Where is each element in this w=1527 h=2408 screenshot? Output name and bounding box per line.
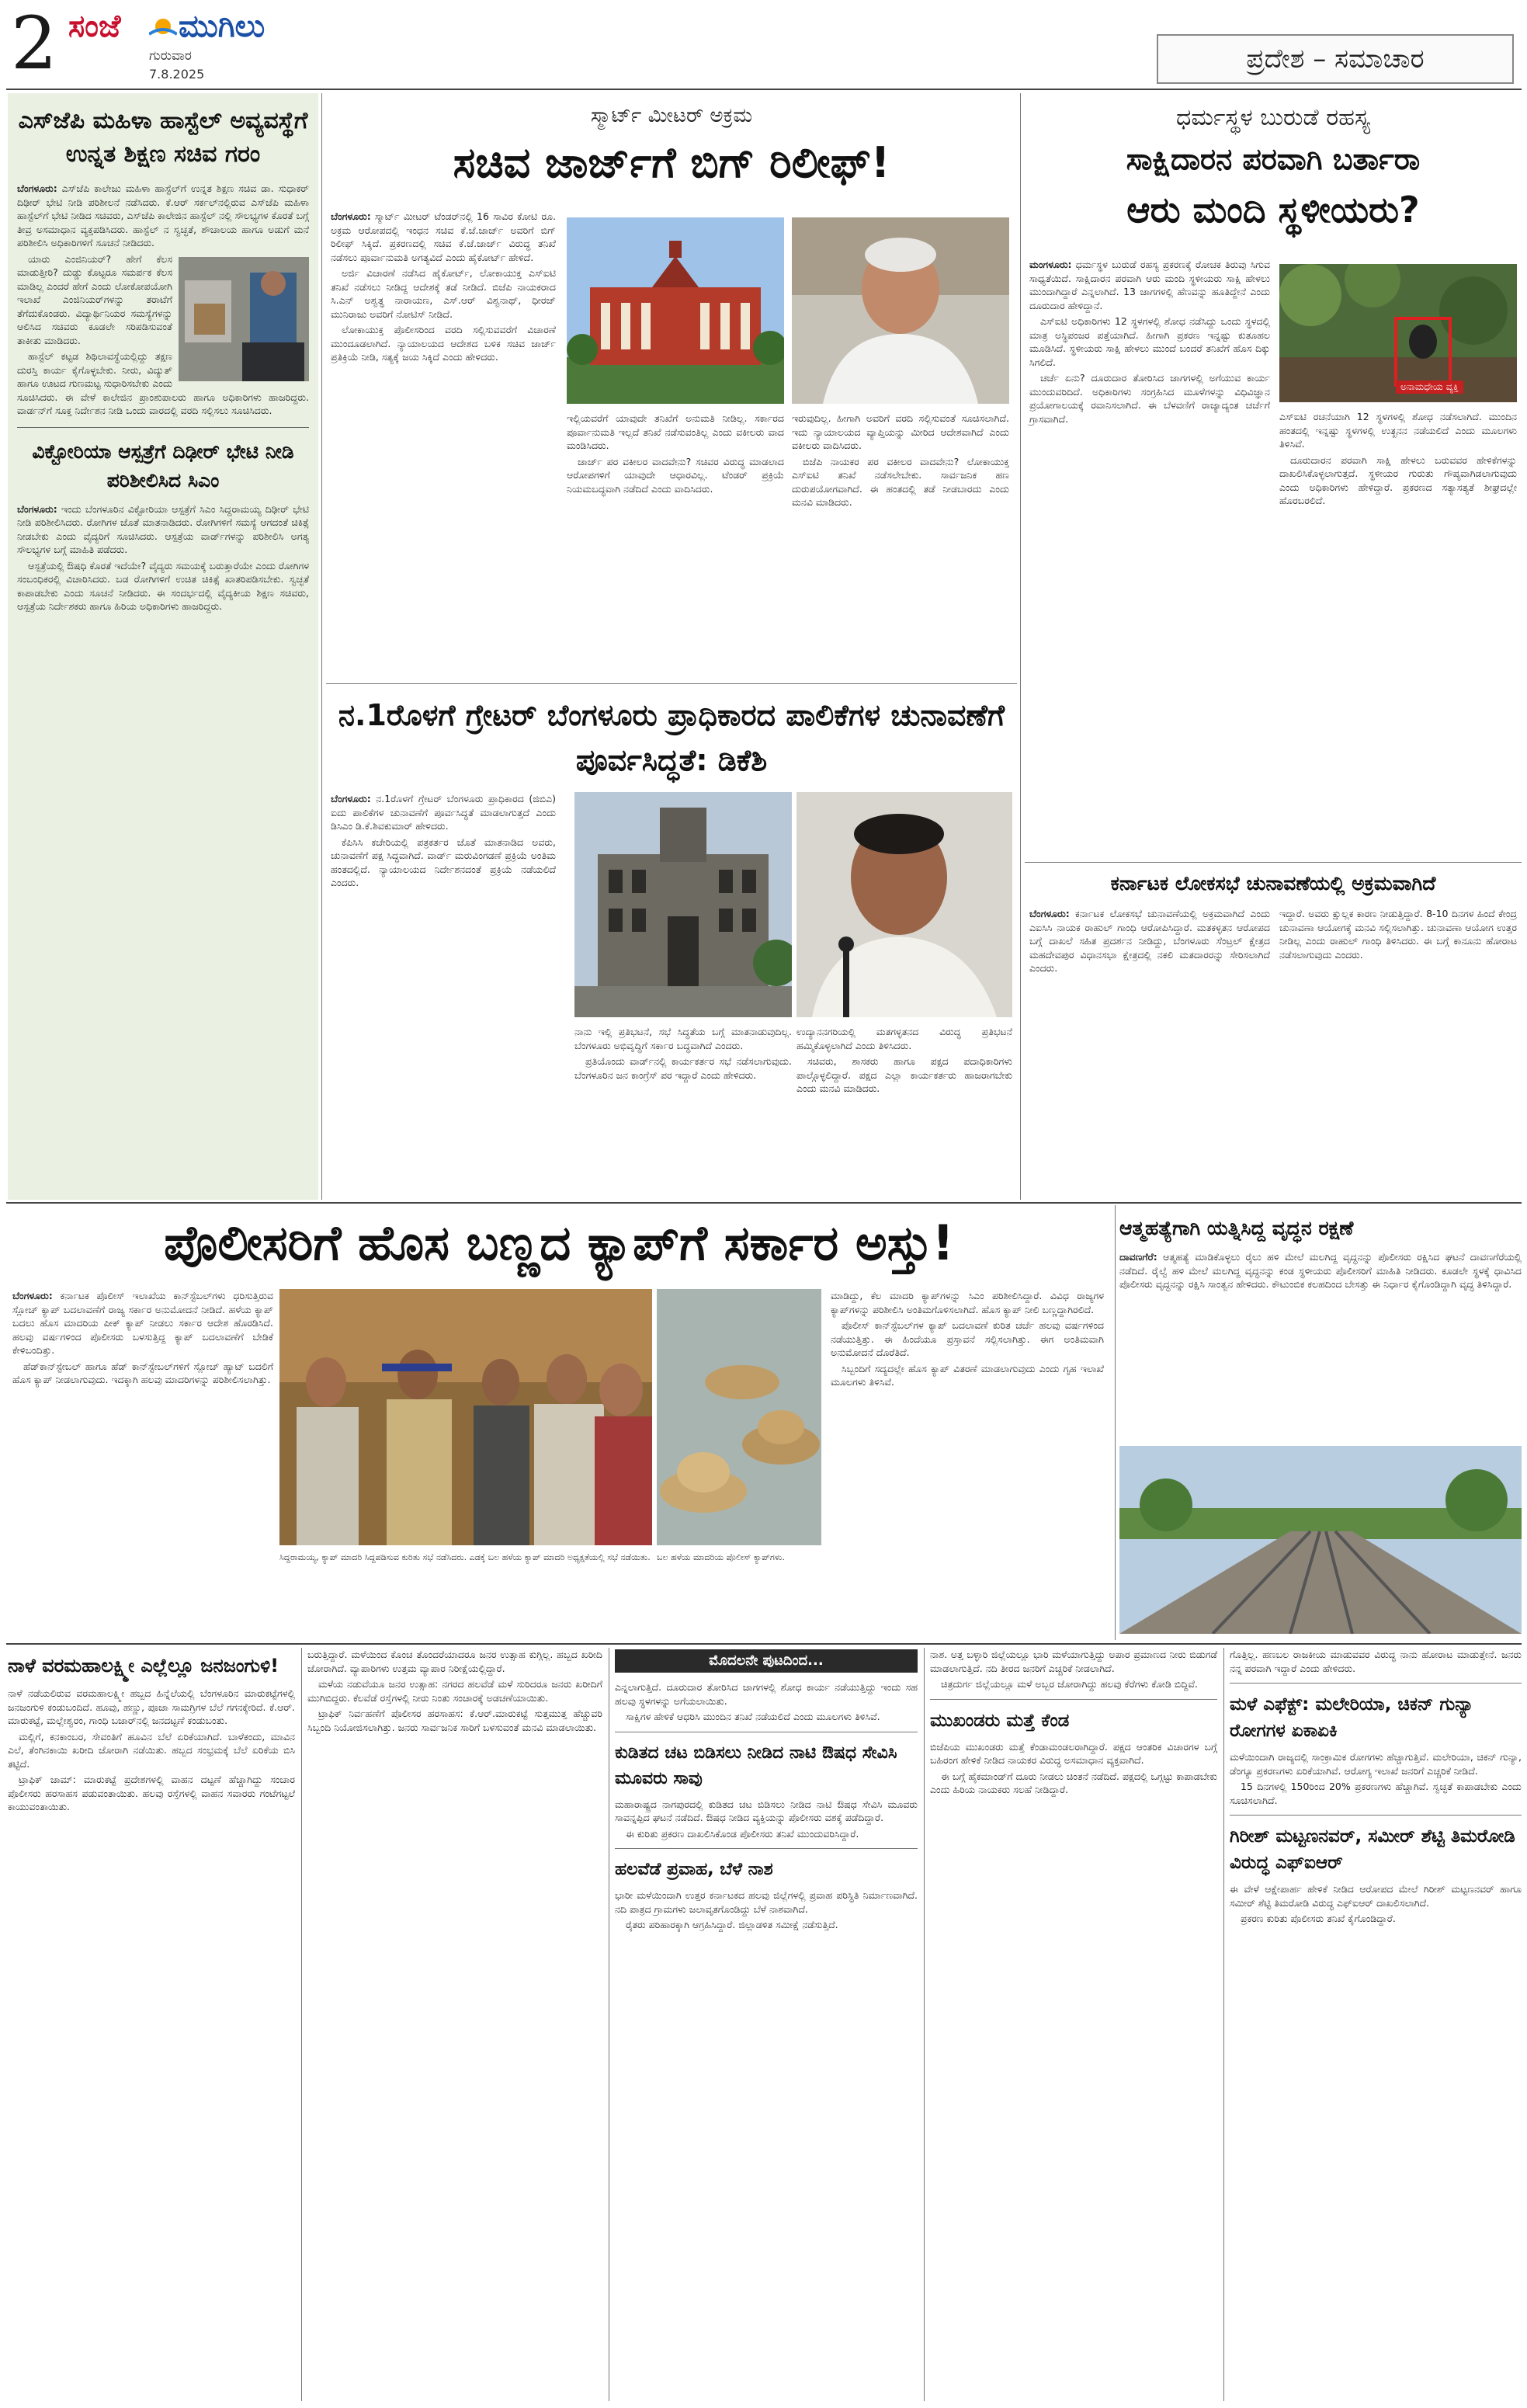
logo-text-a: ಸಂಜೆ xyxy=(68,9,121,44)
george-colb-1: ಇಲ್ಲಿಯವರೆಗೆ ಯಾವುದೇ ತನಿಖೆಗೆ ಅನುಮತಿ ನೀಡಿಲ್ಲ. ಸರ್ಕಾರದ ಪೂರ್ವಾನುಮತಿ ಇಲ್ಲದೆ ತನಿಖೆ ನಡೆಸುವಂತಿಲ್ಲ ಎಂದು ವಕೀಲರು ವಾದ ಮಂಡಿಸಿದರು. xyxy=(567,412,784,451)
bbmp-building-photo xyxy=(574,792,792,1017)
dks-para-1: ನ.1ರೊಳಗೆ ಗ್ರೇಟರ್ ಬೆಂಗಳೂರು ಪ್ರಾಧಿಕಾರದ (ಜಿಬಿಎ) ಐದು ಪಾಲಿಕೆಗಳ ಚುನಾವಣೆಗೆ ಪೂರ್ವಸಿದ್ಧತೆ ಮಾಡಲಾಗುತ್ತದೆ ಎಂದು ಡಿಸಿಎಂ ಡಿ.ಕೆ.ಶಿವಕುಮಾರ್ ಹೇಳಿದರು. xyxy=(331,793,556,832)
loksabha-colb-1: ಇದ್ದಾರೆ. ಅವರು ಕ್ಷುಲ್ಲಕ ಕಾರಣ ನೀಡುತ್ತಿದ್ದಾರೆ. 8-10 ದಿನಗಳ ಹಿಂದೆ ಕೇಂದ್ರ ಚುನಾವಣಾ ಆಯೋಗಕ್ಕೆ ಮನವಿ ಸಲ್ಲಿಸಲಾಗಿತ್ತು. ಚುನಾವಣಾ ಆಯೋಗ ಉತ್ತರ ನೀಡಿಲ್ಲ ಎಂದು ರಾಹುಲ್ ಗಾಂಧಿ ತಿಳಿಸಿದರು. ಈ ಬಗ್ಗೆ ಕಾನೂನು ಹೋರಾಟ ನಡೆಸಲಾಗುವುದು ಎಂದರು. xyxy=(1279,908,1517,961)
disease-para-1: ಮಳೆಯಿಂದಾಗಿ ರಾಜ್ಯದಲ್ಲಿ ಸಾಂಕ್ರಾಮಿಕ ರೋಗಗಳು ಹೆಚ್ಚಾಗುತ್ತಿವೆ. ಮಲೇರಿಯಾ, ಚಿಕನ್ ಗುನ್ಯಾ, ಡೆಂಗ್ಯೂ ಪ್ರಕರಣಗಳು ಏರಿಕೆಯಾಗಿವೆ. ಆರೋಗ್ಯ ಇಲಾಖೆ ಜನರಿಗೆ ಎಚ್ಚರಿಕೆ ನೀಡಿದೆ. xyxy=(1230,1751,1522,1777)
loksabha-para-1: ಕರ್ನಾಟಕ ಲೋಕಸಭೆ ಚುನಾವಣೆಯಲ್ಲಿ ಅಕ್ರಮವಾಗಿದೆ ಎಂದು ಎಐಸಿಸಿ ನಾಯಕ ರಾಹುಲ್ ಗಾಂಧಿ ಆರೋಪಿಸಿದ್ದಾರೆ. ಮತಕಳ್ಳತನ ಆರೋಪದ ಬಗ್ಗೆ ದಾಖಲೆ ಸಹಿತ ಪ್ರದರ್ಶನ ನೀಡಿದ್ದು, ಬೆಂಗಳೂರು ಸೆಂಟ್ರಲ್ ಕ್ಷೇತ್ರದ ಮಹದೇವಪುರ ವಿಧಾನಸಭಾ ಕ್ಷೇತ್ರದಲ್ಲಿ ನಕಲಿ ಮತದಾರರನ್ನು ಸೇರಿಸಲಾಗಿದೆ ಎಂದರು. xyxy=(1029,908,1270,974)
dharmasthala-para-3: ಚರ್ಚೆ ಏನು? ದೂರುದಾರ ತೋರಿಸಿದ ಜಾಗಗಳಲ್ಲಿ ಅಗೆಯುವ ಕಾರ್ಯ ಮುಂದುವರಿದಿದೆ. ಅಧಿಕಾರಿಗಳು ಸಂಗ್ರಹಿಸಿದ ಮೂಳೆಗಳನ್ನು ವಿಧಿವಿಜ್ಞಾನ ಪ್ರಯೋಗಾಲಯಕ್ಕೆ ರವಾನಿಸಲಾಗಿದೆ. ಈ ಬೆಳವಣಿಗೆ ರಾಜ್ಯಾದ್ಯಂತ ಚರ್ಚೆಗೆ ಗ್ರಾಸವಾಗಿದೆ. xyxy=(1029,372,1270,425)
dks-colc-2: ಸಚಿವರು, ಶಾಸಕರು ಹಾಗೂ ಪಕ್ಷದ ಪದಾಧಿಕಾರಿಗಳು ಪಾಲ್ಗೊಳ್ಳಲಿದ್ದಾರೆ. ಪಕ್ಷದ ಎಲ್ಲಾ ಕಾರ್ಯಕರ್ತರು ಹಾಜರಾಗಬೇಕು ಎಂದು ಮನವಿ ಮಾಡಿದರು. xyxy=(796,1055,1012,1094)
dharmasthala-para-2: ಎಸ್ಐಟಿ ಅಧಿಕಾರಿಗಳು 12 ಸ್ಥಳಗಳಲ್ಲಿ ಶೋಧ ನಡೆಸಿದ್ದು ಒಂದು ಸ್ಥಳದಲ್ಲಿ ಮಾತ್ರ ಅಸ್ಥಿಪಂಜರ ಪತ್ತೆಯಾಗಿದೆ. ಹೀಗಾಗಿ ಪ್ರಕರಣ ಇನ್ನಷ್ಟು ಕುತೂಹಲ ಮೂಡಿಸಿದೆ. ಸ್ಥಳೀಯರು ಸಾಕ್ಷಿ ಹೇಳಲು ಮುಂದೆ ಬಂದರೆ ತನಿಖೆಗೆ ಹೊಸ ದಿಕ್ಕು ಸಿಗಲಿದೆ. xyxy=(1029,315,1270,368)
hostel-dateline: ಬೆಂಗಳೂರು: xyxy=(17,182,57,194)
old-caps-caption: ಬಲ ಹಳೆಯ ಮಾದರಿಯ ಪೊಲೀಸ್ ಕ್ಯಾಪ್‌ಗಳು. xyxy=(657,1552,785,1562)
old-caps-photo xyxy=(657,1289,821,1545)
flood-para-2: ರೈತರು ಪರಿಹಾರಕ್ಕಾಗಿ ಆಗ್ರಹಿಸಿದ್ದಾರೆ. ಜಿಲ್ಲಾಡಳಿತ ಸಮೀಕ್ಷೆ ನಡೆಸುತ್ತಿದೆ. xyxy=(626,1919,838,1930)
dks-colc-1: ಉದ್ಯಾನನಗರಿಯಲ್ಲಿ ಮತಗಳ್ಳತನದ ವಿರುದ್ಧ ಪ್ರತಿಭಟನೆ ಹಮ್ಮಿಕೊಳ್ಳಲಾಗಿದೆ ಎಂದು ತಿಳಿಸಿದರು. xyxy=(796,1026,1012,1051)
festival-continued xyxy=(307,1648,602,2401)
rescue-dateline: ದಾವಣಗೆರೆ: xyxy=(1119,1251,1157,1263)
festival-para-1: ನಾಳೆ ನಡೆಯಲಿರುವ ವರಮಹಾಲಕ್ಷ್ಮೀ ಹಬ್ಬದ ಹಿನ್ನೆಲೆಯಲ್ಲಿ ಬೆಂಗಳೂರಿನ ಮಾರುಕಟ್ಟೆಗಳಲ್ಲಿ ಜನಜಂಗುಳಿ ಕಂಡುಬಂದಿದೆ. ಹೂವು, ಹಣ್ಣು, ಪೂಜಾ ಸಾಮಗ್ರಿಗಳ ಬೆಲೆ ಗಗನಕ್ಕೇರಿದೆ. ಕೆ.ಆರ್. ಮಾರುಕಟ್ಟೆ, ಮಲ್ಲೇಶ್ವರಂ, ಗಾಂಧಿ ಬಜಾರ್‌ನಲ್ಲಿ ಜನದಟ್ಟಣೆ ಕಂಡುಬಂತು. xyxy=(8,1687,295,1726)
festival-para-2: ಮಲ್ಲಿಗೆ, ಕನಕಾಂಬರ, ಸೇವಂತಿಗೆ ಹೂವಿನ ಬೆಲೆ ಏರಿಕೆಯಾಗಿದೆ. ಬಾಳೆಕಂದು, ಮಾವಿನ ಎಲೆ, ತೆಂಗಿನಕಾಯಿ ಖರೀದಿ ಜೋರಾಗಿ ನಡೆಯಿತು. ಹಬ್ಬದ ಸಂಭ್ರಮಕ್ಕೆ ಬೆಲೆ ಏರಿಕೆಯ ಬಿಸಿ ತಟ್ಟಿದೆ. xyxy=(8,1730,295,1770)
caps-colc-1: ಮಾಡಿದ್ದು, ಕೆಲ ಮಾದರಿ ಕ್ಯಾಪ್‌ಗಳನ್ನು ಸಿಎಂ ಪರಿಶೀಲಿಸಿದ್ದಾರೆ. ವಿವಿಧ ರಾಜ್ಯಗಳ ಕ್ಯಾಪ್‌ಗಳನ್ನು ಪರಿಶೀಲಿಸಿ ಅಂತಿಮಗೊಳಿಸಲಾಗಿದೆ. ಹೊಸ ಕ್ಯಾಪ್ ನೀಲಿ ಬಣ್ಣದ್ದಾಗಿರಲಿದೆ. xyxy=(831,1290,1104,1315)
forest-photo xyxy=(1279,264,1517,402)
caps-para-2: ಹೆಡ್‌ಕಾನ್‌ಸ್ಟೇಬಲ್ ಹಾಗೂ ಹೆಡ್ ಕಾನ್‌ಸ್ಟೇಬಲ್‌ಗಳಿಗೆ ಸ್ಲೋಚ್ ಹ್ಯಾಟ್ ಬದಲಿಗೆ ಹೊಸ ಕ್ಯಾಪ್ ನೀಡಲಾಗುವುದು. ಇದಕ್ಕಾಗಿ ಹಲವು ಮಾದರಿಗಳನ್ನು ಪರಿಶೀಲಿಸಲಾಗಿತ್ತು. xyxy=(12,1360,273,1385)
rescue-para-1: ಆತ್ಮಹತ್ಯೆ ಮಾಡಿಕೊಳ್ಳಲು ರೈಲು ಹಳಿ ಮೇಲೆ ಮಲಗಿದ್ದ ವೃದ್ಧನನ್ನು ಪೊಲೀಸರು ರಕ್ಷಿಸಿದ ಘಟನೆ ದಾವಣಗೆರೆಯಲ್ಲಿ ನಡೆದಿದೆ. ರೈಲ್ವೆ ಹಳಿ ಮೇಲೆ ಮಲಗಿದ್ದ ವೃದ್ಧನನ್ನು ಕಂಡ ಸ್ಥಳೀಯರು ಪೊಲೀಸರಿಗೆ ಮಾಹಿತಿ ನೀಡಿದರು. ಕೂಡಲೇ ಸ್ಥಳಕ್ಕೆ ಧಾವಿಸಿದ ಪೊಲೀಸರು ವೃದ್ಧನನ್ನು ರಕ್ಷಿಸಿ ಸಾಂತ್ವನ ಹೇಳಿದರು. ಕೌಟುಂಬಿಕ ಕಲಹದಿಂದ ಬೇಸತ್ತು ಈ ನಿರ್ಧಾರ ಕೈಗೊಂಡಿದ್ದಾಗಿ ವೃದ್ಧ ತಿಳಿಸಿದ್ದಾರೆ. xyxy=(1119,1251,1522,1290)
hostel-photo xyxy=(179,257,309,381)
dharmasthala-kicker: ಧರ್ಮಸ್ಥಳ ಬುರುಡೆ ರಹಸ್ಯ xyxy=(1175,104,1371,131)
disease-para-2: 15 ದಿನಗಳಲ್ಲಿ 150ರಿಂದ 20% ಪ್ರಕರಣಗಳು ಹೆಚ್ಚಾಗಿವೆ. ಸ್ವಚ್ಛತೆ ಕಾಪಾಡಬೇಕು ಎಂದು ಸೂಚಿಸಲಾಗಿದೆ. xyxy=(1230,1781,1522,1806)
flood-cont-1: ನಾಶ. ಅತ್ತ ಬಳ್ಳಾರಿ ಜಿಲ್ಲೆಯಲ್ಲೂ ಭಾರಿ ಮಳೆಯಾಗುತ್ತಿದ್ದು ಅಪಾರ ಪ್ರಮಾಣದ ನೀರು ಬಿಡುಗಡೆ ಮಾಡಲಾಗುತ್ತಿದೆ. ನದಿ ತೀರದ ಜನರಿಗೆ ಎಚ್ಚರಿಕೆ ನೀಡಲಾಗಿದೆ. xyxy=(930,1649,1217,1674)
dharmasthala-colb-2: ದೂರುದಾರನ ಪರವಾಗಿ ಸಾಕ್ಷಿ ಹೇಳಲು ಬರುವವರ ಹೇಳಿಕೆಗಳನ್ನು ದಾಖಲಿಸಿಕೊಳ್ಳಲಾಗುತ್ತದೆ. ಸ್ಥಳೀಯರ ಗುರುತು ಗೌಪ್ಯವಾಗಿಡಲಾಗುವುದು ಎಂದು ಅಧಿಕಾರಿಗಳು ಹೇಳಿದ್ದಾರೆ. ಪ್ರಕರಣದ ಸತ್ಯಾಸತ್ಯತೆ ಶೀಘ್ರದಲ್ಲೇ ಹೊರಬರಲಿದೆ. xyxy=(1279,453,1517,506)
loksabha-dateline: ಬೆಂಗಳೂರು: xyxy=(1029,908,1070,919)
continued-column xyxy=(615,1648,918,2401)
festival-cont-3: ಟ್ರಾಫಿಕ್ ನಿರ್ವಹಣೆಗೆ ಪೊಲೀಸರ ಹರಸಾಹಸ: ಕೆ.ಆರ್.ಮಾರುಕಟ್ಟೆ ಸುತ್ತಮುತ್ತ ಹೆಚ್ಚುವರಿ ಸಿಬ್ಬಂದಿ ನಿಯೋಜಿಸಲಾಗಿತ್ತು. ಜನರು ಸಾರ್ವಜನಿಕ ಸಾರಿಗೆ ಬಳಸುವಂತೆ ಮನವಿ ಮಾಡಲಾಯಿತು. xyxy=(307,1708,602,1733)
caps-colc-2: ಪೊಲೀಸ್ ಕಾನ್‌ಸ್ಟೆಬಲ್‌ಗಳ ಕ್ಯಾಪ್ ಬದಲಾವಣೆ ಕುರಿತ ಚರ್ಚೆ ಹಲವು ವರ್ಷಗಳಿಂದ ನಡೆಯುತ್ತಿತ್ತು. ಈ ಹಿಂದೆಯೂ ಪ್ರಸ್ತಾವನೆ ಸಲ್ಲಿಸಲಾಗಿತ್ತು. ಈಗ ಅಂತಿಮವಾಗಿ ಅನುಮೋದನೆ ದೊರೆತಿದೆ. xyxy=(831,1319,1104,1358)
fir-para-2: ಪ್ರಕರಣ ಕುರಿತು ಪೊಲೀಸರು ತನಿಖೆ ಕೈಗೊಂಡಿದ್ದಾರೆ. xyxy=(1241,1913,1396,1924)
festival-story xyxy=(8,1648,295,2401)
cm-meeting-photo xyxy=(279,1289,652,1545)
leaders-para-2: ಈ ಬಗ್ಗೆ ಹೈಕಮಾಂಡ್‌ಗೆ ದೂರು ನೀಡಲು ಚಿಂತನೆ ನಡೆದಿದೆ. ಪಕ್ಷದಲ್ಲಿ ಒಗ್ಗಟ್ಟು ಕಾಪಾಡಬೇಕು ಎಂದು ಹಿರಿಯ ನಾಯಕರು ಸಲಹೆ ನೀಡಿದ್ದಾರೆ. xyxy=(930,1770,1217,1795)
dks-colb-1: ನಾನು ಇಲ್ಲಿ ಪ್ರತಿಭಟನೆ, ಸಭೆ ಸಿದ್ಧತೆಯ ಬಗ್ಗೆ ಮಾತನಾಡುವುದಿಲ್ಲ. ಬೆಂಗಳೂರು ಅಭಿವೃದ್ಧಿಗೆ ಸರ್ಕಾರ ಬದ್ಧವಾಗಿದೆ ಎಂದರು. xyxy=(574,1026,792,1051)
george-story xyxy=(326,93,1017,683)
george-colc-1: ಇರುವುದಿಲ್ಲ. ಹೀಗಾಗಿ ಅವರಿಗೆ ವರದಿ ಸಲ್ಲಿಸುವಂತೆ ಸೂಚಿಸಲಾಗಿದೆ. ಇದು ನ್ಯಾಯಾಲಯದ ವ್ಯಾಪ್ತಿಯನ್ನು ಮೀರಿದ ಆದೇಶವಾಗಿದೆ ಎಂದು ವಕೀಲರು ವಾದಿಸಿದರು. xyxy=(792,412,1009,451)
hospital-dateline: ಬೆಂಗಳೂರು: xyxy=(17,502,57,515)
leaders-headline: ಮುಖಂಡರು ಮತ್ತೆ ಕೆಂಡ xyxy=(930,1710,1070,1731)
dharmasthala-story xyxy=(1025,93,1522,862)
caps-colc-3: ಸಿಬ್ಬಂದಿಗೆ ಸದ್ಯದಲ್ಲೇ ಹೊಸ ಕ್ಯಾಪ್ ವಿತರಣೆ ಮಾಡಲಾಗುವುದು ಎಂದು ಗೃಹ ಇಲಾಖೆ ಮೂಲಗಳು ತಿಳಿಸಿವೆ. xyxy=(831,1362,1104,1388)
caps-story xyxy=(8,1205,1110,1640)
festival-cont-1: ಬರುತ್ತಿದ್ದಾರೆ. ಮಳೆಯಿಂದ ಕೊಂಚ ತೊಂದರೆಯಾದರೂ ಜನರ ಉತ್ಸಾಹ ಕುಗ್ಗಿಲ್ಲ. ಹಬ್ಬದ ಖರೀದಿ ಜೋರಾಗಿದೆ. ವ್ಯಾಪಾರಿಗಳು ಉತ್ತಮ ವ್ಯಾಪಾರ ನಿರೀಕ್ಷೆಯಲ್ಲಿದ್ದಾರೆ. xyxy=(307,1649,602,1674)
flood-continued xyxy=(930,1648,1217,2401)
dharmasthala-para-1: ಧರ್ಮಸ್ಥಳ ಬುರುಡೆ ರಹಸ್ಯ ಪ್ರಕರಣಕ್ಕೆ ರೋಚಕ ತಿರುವು ಸಿಗುವ ಸಾಧ್ಯತೆಯಿದೆ. ಸಾಕ್ಷಿದಾರನ ಪರವಾಗಿ ಆರು ಮಂದಿ ಸ್ಥಳೀಯರು ಸಾಕ್ಷಿ ಹೇಳಲು ಮುಂದಾಗಿದ್ದಾರೆ ಎನ್ನಲಾಗಿದೆ. 13 ಜಾಗಗಳಲ್ಲಿ ಹೆಣವನ್ನು ಹೂತಿದ್ದೇನೆ ಎಂದು ದೂರುದಾರ ಹೇಳಿದ್ದಾನೆ. xyxy=(1029,259,1270,311)
flood-cont-2: ಚಿತ್ರದುರ್ಗ ಜಿಲ್ಲೆಯಲ್ಲೂ ಮಳೆ ಅಬ್ಬರ ಜೋರಾಗಿದ್ದು ಹಲವು ಕೆರೆಗಳು ಕೋಡಿ ಬಿದ್ದಿವೆ. xyxy=(941,1678,1198,1690)
dharmasthala-headline-b: ಆರು ಮಂದಿ ಸ್ಥಳೀಯರು? xyxy=(1126,189,1420,231)
page-number: 2 xyxy=(11,2,57,86)
edition-date: 7.8.2025 xyxy=(149,67,205,82)
hospital-para-2: ಆಸ್ಪತ್ರೆಯಲ್ಲಿ ಔಷಧಿ ಕೊರತೆ ಇದೆಯೇ? ವೈದ್ಯರು ಸಮಯಕ್ಕೆ ಬರುತ್ತಾರೆಯೇ ಎಂದು ರೋಗಿಗಳ ಸಂಬಂಧಿಕರಲ್ಲಿ ವಿಚಾರಿಸಿದರು. ಬಡ ರೋಗಿಗಳಿಗೆ ಉಚಿತ ಚಿಕಿತ್ಸೆ ಖಾತರಿಪಡಿಸಬೇಕು. ಸ್ವಚ್ಛತೆ ಕಾಪಾಡಬೇಕು ಎಂದು ಸೂಚನೆ ನೀಡಿದರು. ಈ ಸಂದರ್ಭದಲ್ಲಿ ವೈದ್ಯಕೀಯ ಶಿಕ್ಷಣ ಸಚಿವರು, ಆಸ್ಪತ್ರೆಯ ನಿರ್ದೇಶಕರು ಹಾಗೂ ಹಿರಿಯ ಅಧಿಕಾರಿಗಳು ಹಾಜರಿದ್ದರು. xyxy=(17,559,309,612)
logo-text-b: ಮುಗಿಲು xyxy=(179,9,265,44)
dks-dateline: ಬೆಂಗಳೂರು: xyxy=(331,793,371,804)
festival-para-3: ಟ್ರಾಫಿಕ್ ಜಾಮ್: ಮಾರುಕಟ್ಟೆ ಪ್ರದೇಶಗಳಲ್ಲಿ ವಾಹನ ದಟ್ಟಣೆ ಹೆಚ್ಚಾಗಿದ್ದು ಸಂಚಾರ ಪೊಲೀಸರು ಹರಸಾಹಸ ಪಡುವಂತಾಯಿತು. ಹಲವು ರಸ್ತೆಗಳಲ್ಲಿ ವಾಹನ ಸವಾರರು ಗಂಟೆಗಟ್ಟಲೆ ಕಾಯುವಂತಾಯಿತು. xyxy=(8,1774,295,1812)
george-dateline: ಬೆಂಗಳೂರು: xyxy=(331,210,371,222)
loksabha-story xyxy=(1025,865,1522,1199)
hostel-story xyxy=(8,93,318,1200)
george-kicker: ಸ್ಮಾರ್ಟ್ ಮೀಟರ್ ಅಕ್ರಮ xyxy=(590,104,753,127)
hostel-para-2: ಯಾರು ಎಂಜಿನಿಯರ್? ಹೇಗೆ ಕೆಲಸ ಮಾಡುತ್ತೀರಿ? ದುಡ್ಡು ಕೊಟ್ಟರೂ ಸಮರ್ಪಕ ಕೆಲಸ ಮಾಡಿಲ್ಲ ಎಂದರೆ ಹೇಗೆ ಎಂದು ಲೋಕೋಪಯೋಗಿ ಇಲಾಖೆ ಎಂಜಿನಿಯರ್‌ಗಳನ್ನು ತರಾಟೆಗೆ ತೆಗೆದುಕೊಂಡರು. ವಿದ್ಯಾರ್ಥಿನಿಯರ ಸಮಸ್ಯೆಗಳನ್ನು ಆಲಿಸಿದ ಸಚಿವರು ಕೂಡಲೇ ಸರಿಪಡಿಸುವಂತೆ ತಾಕೀತು ಮಾಡಿದರು. xyxy=(17,252,172,346)
railway-track-photo xyxy=(1119,1446,1522,1634)
photo-label: ಅನಾಮಧೇಯ ವ್ಯಕ್ತಿ xyxy=(1396,380,1463,394)
george-para-3: ಲೋಕಾಯುಕ್ತ ಪೊಲೀಸರಿಂದ ವರದಿ ಸಲ್ಲಿಸುವವರೆಗೆ ವಿಚಾರಣೆ ಮುಂದೂಡಲಾಗಿದೆ. ನ್ಯಾಯಾಲಯದ ಆದೇಶದ ಬಳಿಕ ಸಚಿವ ಜಾರ್ಜ್ ಪ್ರತಿಕ್ರಿಯೆ ನೀಡಿ, ಸತ್ಯಕ್ಕೆ ಜಯ ಸಿಕ್ಕಿದೆ ಎಂದು ಹೇಳಿದರು. xyxy=(331,324,556,363)
flood-para-1: ಭಾರೀ ಮಳೆಯಿಂದಾಗಿ ಉತ್ತರ ಕರ್ನಾಟಕದ ಹಲವು ಜಿಲ್ಲೆಗಳಲ್ಲಿ ಪ್ರವಾಹ ಪರಿಸ್ಥಿತಿ ನಿರ್ಮಾಣವಾಗಿದೆ. ನದಿ ಪಾತ್ರದ ಗ್ರಾಮಗಳು ಜಲಾವೃತಗೊಂಡಿದ್ದು ಬೆಳೆ ನಾಶವಾಗಿದೆ. xyxy=(615,1889,918,1915)
rightcol-para-1: ಗೊತ್ತಿಲ್ಲ. ಹಣಬಲ ರಾಜಕೀಯ ಮಾಡುವವರ ವಿರುದ್ಧ ನಾನು ಹೋರಾಟ ಮಾಡುತ್ತೇನೆ. ಜನರು ನನ್ನ ಪರವಾಗಿ ಇದ್ದಾರೆ ಎಂದು ಹೇಳಿದರು. xyxy=(1230,1649,1522,1674)
dks-colb-2: ಪ್ರತಿಯೊಂದು ವಾರ್ಡ್‌ನಲ್ಲಿ ಕಾರ್ಯಕರ್ತರ ಸಭೆ ನಡೆಸಲಾಗುವುದು. ಬೆಂಗಳೂರಿನ ಜನ ಕಾಂಗ್ರೆಸ್ ಪರ ಇದ್ದಾರೆ ಎಂದು ಹೇಳಿದರು. xyxy=(574,1055,792,1081)
dharmasthala-headline-a: ಸಾಕ್ಷಿದಾರನ ಪರವಾಗಿ ಬರ್ತಾರಾ xyxy=(1126,142,1421,176)
edition-day: ಗುರುವಾರ xyxy=(149,48,192,64)
george-headline: ಸಚಿವ ಜಾರ್ಜ್‌ಗೆ ಬಿಗ್ ರಿಲೀಫ್! xyxy=(453,138,890,187)
section-label: ಪ್ರದೇಶ – ಸಮಾಚಾರ xyxy=(1157,34,1514,84)
hostel-headline: ಎಸ್‌ಜೆಪಿ ಮಹಿಳಾ ಹಾಸ್ಟೆಲ್ ಅವ್ಯವಸ್ಥೆಗೆ ಉನ್ನತ ಶಿಕ್ಷಣ ಸಚಿವ ಗರಂ xyxy=(18,107,308,168)
caps-para-1: ಕರ್ನಾಟಕ ಪೊಲೀಸ್ ಇಲಾಖೆಯ ಕಾನ್‌ಸ್ಟೆಬಲ್‌ಗಳು ಧರಿಸುತ್ತಿರುವ ಸ್ಲೋಚ್ ಕ್ಯಾಪ್ ಬದಲಾವಣೆಗೆ ರಾಜ್ಯ ಸರ್ಕಾರ ಅನುಮೋದನೆ ನೀಡಿದೆ. ಹಳೆಯ ಕ್ಯಾಪ್ ಬದಲು ಹೊಸ ಮಾದರಿಯ ಪೀಕ್ ಕ್ಯಾಪ್ ನೀಡಲು ಸರ್ಕಾರ ಆದೇಶ ಹೊರಡಿಸಿದೆ. ಹಲವು ವರ್ಷಗಳಿಂದ ಪೊಲೀಸರು ಬಳಸುತ್ತಿದ್ದ ಕ್ಯಾಪ್ ಬದಲಾವಣೆಗೆ ಬೇಡಿಕೆ ಕೇಳಿಬಂದಿತ್ತು. xyxy=(12,1290,273,1356)
loksabha-headline: ಕರ್ನಾಟಕ ಲೋಕಸಭೆ ಚುನಾವಣೆಯಲ್ಲಿ ಅಕ್ರಮವಾಗಿದೆ xyxy=(1110,872,1436,895)
paper-logo xyxy=(68,6,301,53)
masthead xyxy=(0,0,1527,92)
hostel-para-1: ಎಸ್‌ಜೆಪಿ ಕಾಲೇಜು ಮಹಿಳಾ ಹಾಸ್ಟೆಲ್‌ಗೆ ಉನ್ನತ ಶಿಕ್ಷಣ ಸಚಿವ ಡಾ. ಸುಧಾಕರ್ ದಿಢೀರ್ ಭೇಟಿ ನೀಡಿ ಪರಿಶೀಲನೆ ನಡೆಸಿದರು. ಕೆ.ಆರ್ ಸರ್ಕಲ್‌ನಲ್ಲಿರುವ ಎಸ್‌ಜೆಪಿ ಮಹಿಳಾ ಹಾಸ್ಟೆಲ್‌ಗೆ ಭೇಟಿ ನೀಡಿದ ಸಚಿವರು, ಎಸ್‌ಜೆಪಿ ಕಾಲೇಜಿನ ಹಾಸ್ಟೆಲ್ ನಲ್ಲಿ ಸೌಲಭ್ಯಗಳ ಕೊರತೆ ಬಗ್ಗೆ ತೀವ್ರ ಅಸಮಾಧಾನ ವ್ಯಕ್ತಪಡಿಸಿದರು. ಹಾಸ್ಟೆಲ್ ನ ಸ್ವಚ್ಛತೆ, ಶೌಚಾಲಯ ಹಾಗೂ ಅಡುಗೆ ಮನೆ ಪರಿಶೀಲಿಸಿ ಅಧಿಕಾರಿಗಳಿಗೆ ಸೂಚನೆ ನೀಡಿದರು. xyxy=(17,182,309,248)
fir-headline: ಗಿರೀಶ್ ಮಟ್ಟಣನವರ್, ಸಮೀರ್ ಶೆಟ್ಟಿ ತಿಮರೋಡಿ ವಿರುದ್ಧ ಎಫ್‌ಐಆರ್ xyxy=(1230,1826,1515,1873)
dks-story xyxy=(326,686,1017,1199)
rescue-story xyxy=(1119,1205,1522,1640)
fir-para-1: ಈ ವೇಳೆ ಆಕ್ಷೇಪಾರ್ಹ ಹೇಳಿಕೆ ನೀಡಿದ ಆರೋಪದ ಮೇಲೆ ಗಿರೀಶ್ ಮಟ್ಟಣನವರ್ ಹಾಗೂ ಸಮೀರ್ ಶೆಟ್ಟಿ ತಿಮರೋಡಿ ವಿರುದ್ಧ ಎಫ್‌ಐಆರ್ ದಾಖಲಿಸಲಾಗಿದೆ. xyxy=(1230,1883,1522,1909)
continued-para-1: ಎನ್ನಲಾಗುತ್ತಿದೆ. ದೂರುದಾರ ತೋರಿಸಿದ ಜಾಗಗಳಲ್ಲಿ ಶೋಧ ಕಾರ್ಯ ನಡೆಯುತ್ತಿದ್ದು ಇಂದು ಸಹ ಹಲವು ಸ್ಥಳಗಳನ್ನು ಅಗೆಯಲಾಯಿತು. xyxy=(615,1681,918,1707)
medicine-headline: ಕುಡಿತದ ಚಟ ಬಿಡಿಸಲು ನೀಡಿದ ನಾಟಿ ಔಷಧ ಸೇವಿಸಿ ಮೂವರು ಸಾವು xyxy=(615,1743,897,1788)
caps-headline: ಪೊಲೀಸರಿಗೆ ಹೊಸ ಬಣ್ಣದ ಕ್ಯಾಪ್‌ಗೆ ಸರ್ಕಾರ ಅಸ್ತು! xyxy=(164,1214,954,1271)
festival-cont-2: ಮಳೆಯ ನಡುವೆಯೂ ಜನರ ಉತ್ಸಾಹ: ನಗರದ ಹಲವೆಡೆ ಮಳೆ ಸುರಿದರೂ ಜನರು ಖರೀದಿಗೆ ಮುಗಿಬಿದ್ದರು. ಕೆಲವೆಡೆ ರಸ್ತೆಗಳಲ್ಲಿ ನೀರು ನಿಂತು ಸಂಚಾರಕ್ಕೆ ಅಡಚಣೆಯಾಯಿತು. xyxy=(307,1678,602,1704)
dharmasthala-dateline: ಮಂಗಳೂರು: xyxy=(1029,259,1072,270)
continued-banner: ಮೊದಲನೇ ಪುಟದಿಂದ... xyxy=(615,1649,918,1673)
flood-headline: ಹಲವೆಡೆ ಪ್ರವಾಹ, ಬೆಳೆ ನಾಶ xyxy=(615,1860,773,1879)
dks-headline: ನ.1ರೊಳಗೆ ಗ್ರೇಟರ್ ಬೆಂಗಳೂರು ಪ್ರಾಧಿಕಾರದ ಪಾಲಿಕೆಗಳ ಚುನಾವಣೆಗೆ ಪೂರ್ವಸಿದ್ಧತೆ: ಡಿಕೆಶಿ xyxy=(338,698,1005,777)
dharmasthala-colb-1: ಎಸ್ಐಟಿ ರಚನೆಯಾಗಿ 12 ಸ್ಥಳಗಳಲ್ಲಿ ಶೋಧ ನಡೆಸಲಾಗಿದೆ. ಮುಂದಿನ ಹಂತದಲ್ಲಿ ಇನ್ನಷ್ಟು ಸ್ಥಳಗಳಲ್ಲಿ ಉತ್ಖನನ ನಡೆಯಲಿದೆ ಎಂದು ಮೂಲಗಳು ತಿಳಿಸಿವೆ. xyxy=(1279,411,1517,450)
medicine-para-1: ಮಹಾರಾಷ್ಟ್ರದ ನಾಗಪುರದಲ್ಲಿ ಕುಡಿತದ ಚಟ ಬಿಡಿಸಲು ನೀಡಿದ ನಾಟಿ ಔಷಧ ಸೇವಿಸಿ ಮೂವರು ಸಾವನ್ನಪ್ಪಿದ ಘಟನೆ ನಡೆದಿದೆ. ಔಷಧ ನೀಡಿದ ವ್ಯಕ್ತಿಯನ್ನು ಪೊಲೀಸರು ವಶಕ್ಕೆ ಪಡೆದಿದ್ದಾರೆ. xyxy=(615,1798,918,1823)
continued-para-2: ಸಾಕ್ಷಿಗಳ ಹೇಳಿಕೆ ಆಧರಿಸಿ ಮುಂದಿನ ತನಿಖೆ ನಡೆಯಲಿದೆ ಎಂದು ಮೂಲಗಳು ತಿಳಿಸಿವೆ. xyxy=(626,1711,880,1722)
george-para-2: ಅರ್ಜಿ ವಿಚಾರಣೆ ನಡೆಸಿದ ಹೈಕೋರ್ಟ್, ಲೋಕಾಯುಕ್ತ ಎಸ್ಐಟಿ ತನಿಖೆ ನಡೆಸಲು ನೀಡಿದ್ದ ಆದೇಶಕ್ಕೆ ತಡೆ ನೀಡಿದೆ. ಬಿಜೆಪಿ ನಾಯಕರಾದ ಸಿ.ಎನ್ ಅಶ್ವತ್ಥ ನಾರಾಯಣ, ಎಸ್.ಆರ್ ವಿಶ್ವನಾಥ್, ಧೀರಜ್ ಮುನಿರಾಜು ಅವರಿಗೆ ನೋಟಿಸ್ ನೀಡಿದೆ. xyxy=(331,267,556,320)
festival-headline: ನಾಳೆ ವರಮಹಾಲಕ್ಷ್ಮೀ ಎಲ್ಲೆಲ್ಲೂ ಜನಜಂಗುಳಿ! xyxy=(8,1655,279,1677)
caps-dateline: ಬೆಂಗಳೂರು: xyxy=(12,1290,53,1301)
dks-photo xyxy=(796,792,1012,1017)
george-colb-2: ಜಾರ್ಜ್ ಪರ ವಕೀಲರ ವಾದವೇನು? ಸಚಿವರ ವಿರುದ್ಧ ಮಾಡಲಾದ ಆರೋಪಗಳಿಗೆ ಯಾವುದೇ ಆಧಾರವಿಲ್ಲ. ಟೆಂಡರ್ ಪ್ರಕ್ರಿಯೆ ನಿಯಮಬದ್ಧವಾಗಿ ನಡೆದಿದೆ ಎಂದು ವಾದಿಸಿದರು. xyxy=(567,455,784,495)
george-photo xyxy=(792,217,1009,404)
right-bottom-column xyxy=(1230,1648,1522,2401)
hospital-para-1: ಇಂದು ಬೆಂಗಳೂರಿನ ವಿಕ್ಟೋರಿಯಾ ಆಸ್ಪತ್ರೆಗೆ ಸಿಎಂ ಸಿದ್ದರಾಮಯ್ಯ ದಿಢೀರ್ ಭೇಟಿ ನೀಡಿ ಪರಿಶೀಲಿಸಿದರು. ರೋಗಿಗಳ ಜೊತೆ ಮಾತನಾಡಿದರು. ರೋಗಿಗಳಿಗೆ ಸಮಸ್ಯೆ ಆಗದಂತೆ ಚಿಕಿತ್ಸೆ ನೀಡಬೇಕು ಎಂದು ವೈದ್ಯರಿಗೆ ಸೂಚಿಸಿದರು. ಆಸ್ಪತ್ರೆಯ ವಾರ್ಡ್‌ಗಳನ್ನು ಪರಿಶೀಲಿಸಿ ಅಗತ್ಯ ಸೌಲಭ್ಯಗಳ ಬಗ್ಗೆ ಮಾಹಿತಿ ಪಡೆದರು. xyxy=(17,502,309,555)
george-colc-2: ಬಿಜೆಪಿ ನಾಯಕರ ಪರ ವಕೀಲರ ವಾದವೇನು? ಲೋಕಾಯುಕ್ತ ಎಸ್ಐಟಿ ತನಿಖೆ ನಡೆಸಲೇಬೇಕು. ಸಾರ್ವಜನಿಕ ಹಣ ದುರುಪಯೋಗವಾಗಿದೆ. ಈ ಹಂತದಲ್ಲಿ ತಡೆ ನೀಡಬಾರದು ಎಂದು ಮನವಿ ಮಾಡಿದರು. xyxy=(792,455,1009,508)
hospital-headline: ವಿಕ್ಟೋರಿಯಾ ಆಸ್ಪತ್ರೆಗೆ ದಿಢೀರ್ ಭೇಟಿ ನೀಡಿ ಪರಿಶೀಲಿಸಿದ ಸಿಎಂ xyxy=(32,440,294,492)
rescue-headline: ಆತ್ಮಹತ್ಯೆಗಾಗಿ ಯತ್ನಿಸಿದ್ದ ವೃದ್ಧನ ರಕ್ಷಣೆ xyxy=(1119,1217,1354,1239)
sun-icon xyxy=(149,11,177,39)
george-para-1: ಸ್ಮಾರ್ಟ್ ಮೀಟರ್ ಟೆಂಡರ್‌ನಲ್ಲಿ 16 ಸಾವಿರ ಕೋಟಿ ರೂ. ಅಕ್ರಮ ಆರೋಪದಲ್ಲಿ ಇಂಧನ ಸಚಿವ ಕೆ.ಜೆ.ಜಾರ್ಜ್ ಅವರಿಗೆ ಬಿಗ್ ರಿಲೀಫ್ ಸಿಕ್ಕಿದೆ. ಪ್ರಕರಣದಲ್ಲಿ ಸಚಿವ ಕೆ.ಜೆ.ಜಾರ್ಜ್ ವಿರುದ್ಧ ತನಿಖೆ ನಡೆಸಲು ಪೂರ್ವಾನುಮತಿ ಅಗತ್ಯವಿದೆ ಎಂದು ಹೈಕೋರ್ಟ್ ಹೇಳಿದೆ. xyxy=(331,210,556,263)
medicine-para-2: ಈ ಕುರಿತು ಪ್ರಕರಣ ದಾಖಲಿಸಿಕೊಂಡ ಪೊಲೀಸರು ತನಿಖೆ ಮುಂದುವರಿಸಿದ್ದಾರೆ. xyxy=(626,1827,859,1840)
dks-para-2: ಕೆಪಿಸಿಸಿ ಕಚೇರಿಯಲ್ಲಿ ಪತ್ರಕರ್ತರ ಜೊತೆ ಮಾತನಾಡಿದ ಅವರು, ಚುನಾವಣೆಗೆ ಪಕ್ಷ ಸಿದ್ಧವಾಗಿದೆ. ವಾರ್ಡ್ ಮರುವಿಂಗಡಣೆ ಪ್ರಕ್ರಿಯೆ ಅಂತಿಮ ಹಂತದಲ್ಲಿದೆ. ನ್ಯಾಯಾಲಯದ ನಿರ್ದೇಶನದಂತೆ ಪ್ರಕ್ರಿಯೆ ನಡೆಯಲಿದೆ ಎಂದರು. xyxy=(331,836,556,888)
cm-meeting-caption: ಸಿದ್ದರಾಮಯ್ಯ, ಕ್ಯಾಪ್ ಮಾದರಿ ಸಿದ್ದಪಡಿಸುವ ಕುರಿತು ಸಭೆ ನಡೆಸಿದರು. ಎಡಕ್ಕೆ ಬಲ ಹಳೆಯ ಕ್ಯಾಪ್ ಮಾದರಿ ಅಧ್ಯಕ್ಷತೆಯಲ್ಲಿ ಸಭೆ ನಡೆಯಿತು. xyxy=(279,1552,651,1562)
disease-headline: ಮಳೆ ಎಫೆಕ್ಟ್: ಮಲೇರಿಯಾ, ಚಿಕನ್ ಗುನ್ಯಾ ರೋಗಗಳ ಏಕಾಏಕಿ xyxy=(1230,1694,1474,1741)
high-court-photo xyxy=(567,217,784,404)
hostel-para-3: ಹಾಸ್ಟೆಲ್ ಕಟ್ಟಡ ಶಿಥಿಲಾವಸ್ಥೆಯಲ್ಲಿದ್ದು ತಕ್ಷಣ ದುರಸ್ತಿ ಕಾರ್ಯ ಕೈಗೊಳ್ಳಬೇಕು. ನೀರು, ವಿದ್ಯುತ್ ಹಾಗೂ ಊಟದ ಗುಣಮಟ್ಟ ಸುಧಾರಿಸಬೇಕು ಎಂದು ಸೂಚಿಸಿದರು. ಈ ವೇಳೆ ಕಾಲೇಜಿನ ಪ್ರಾಂಶುಪಾಲರು ಹಾಗೂ ಅಧಿಕಾರಿಗಳು ಹಾಜರಿದ್ದರು. ವಾರ್ಡನ್‌ಗೆ ಸೂಕ್ತ ನಿರ್ದೇಶನ ನೀಡಿ ಒಂದು ವಾರದಲ್ಲಿ ವರದಿ ಸಲ್ಲಿಸಲು ಸೂಚಿಸಿದರು. xyxy=(17,350,309,416)
leaders-para-1: ಬಿಜೆಪಿಯ ಮುಖಂಡರು ಮತ್ತೆ ಕೆಂಡಾಮಂಡಲರಾಗಿದ್ದಾರೆ. ಪಕ್ಷದ ಆಂತರಿಕ ವಿಚಾರಗಳ ಬಗ್ಗೆ ಬಹಿರಂಗ ಹೇಳಿಕೆ ನೀಡಿದ ನಾಯಕರ ವಿರುದ್ಧ ಅಸಮಾಧಾನ ವ್ಯಕ್ತವಾಗಿದೆ. xyxy=(930,1740,1217,1766)
